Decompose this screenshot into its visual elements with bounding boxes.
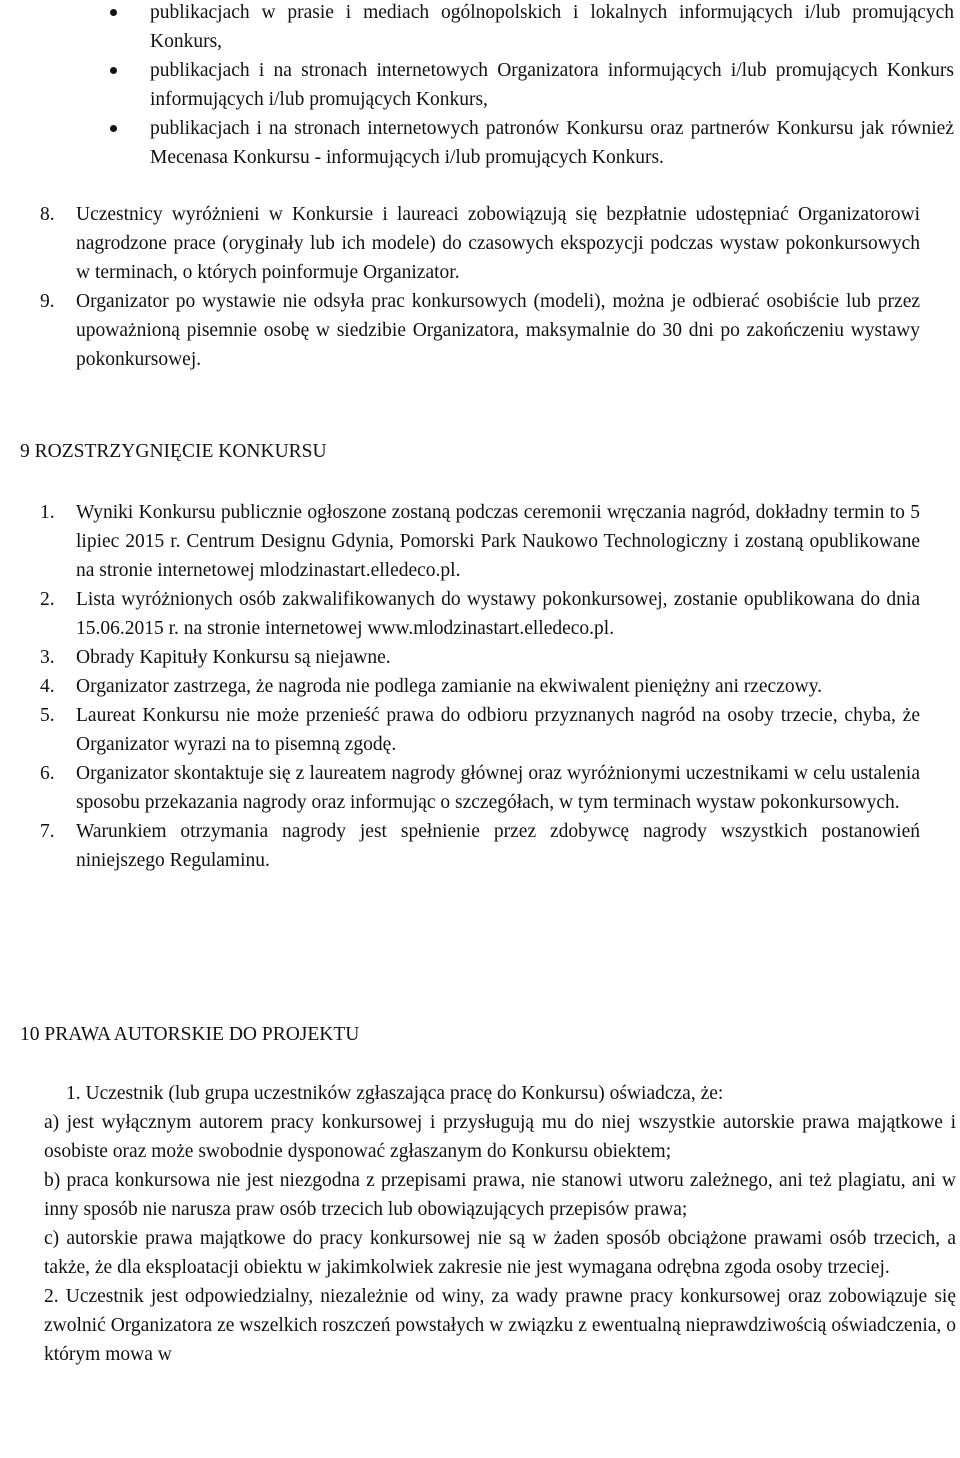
- paragraph: b) praca konkursowa nie jest niezgodna z przepisami prawa, nie stanowi utworu zależnego, ani też plagiatu, ani w inny sposób nie narusza praw osób trzecich lub obowiązujących przepisów prawa;: [44, 1170, 956, 1220]
- item-text: Obrady Kapituły Konkursu są niejawne.: [76, 647, 391, 668]
- numbered-item: [40, 701, 920, 759]
- numbered-item: [40, 672, 920, 701]
- bullet-item: publikacjach i na stronach internetowych patronów Konkursu oraz partnerów Konkursu jak również Mecenasa Konkursu - informujących i/lub promujących Konkurs.: [150, 114, 954, 172]
- item-number: 9.: [40, 291, 55, 312]
- item-text: Organizator zastrzega, że nagroda nie podlega zamianie na ekwiwalent pieniężny ani rzeczowy.: [76, 676, 823, 697]
- item-number: 5.: [40, 705, 55, 726]
- item-text: Organizator skontaktuje się z laureatem nagrody głównej oraz wyróżnionymi uczestnikami w celu ustalenia sposobu przekazania nagrody oraz informując o szczegółach, w tym terminach wystaw pokonkursowych.: [76, 763, 920, 813]
- item-number: 4.: [40, 676, 55, 697]
- item-text: Organizator po wystawie nie odsyła prac konkursowych (modeli), można je odbierać osobiście lub przez upoważnioną pisemnie osobę w siedzibie Organizatora, maksymalnie do 30 dni po zakończeniu wystawy pokonkursowej.: [76, 291, 920, 370]
- numbered-item: [40, 287, 920, 374]
- item-text: Laureat Konkursu nie może przenieść prawa do odbioru przyznanych nagród na osoby trzecie, chyba, że Organizator wyrazi na to pisemną zgodę.: [76, 705, 920, 755]
- numbered-item: [40, 759, 920, 817]
- item-number: 1.: [40, 502, 55, 523]
- section9-list: [40, 498, 920, 875]
- item-text: Uczestnicy wyróżnieni w Konkursie i laureaci zobowiązują się bezpłatnie udostępniać Organizatorowi nagrodzone prace (oryginały lub ich modele) do czasowych ekspozycji podczas wystaw pokonkursowych w terminach, o których poinformuje Organizator.: [76, 204, 920, 283]
- numbered-item: [40, 498, 920, 585]
- item-text: Lista wyróżnionych osób zakwalifikowanych do wystawy pokonkursowej, zostanie opublikowana do dnia 15.06.2015 r. na stronie internetowej www.mlodzinastart.elledeco.pl.: [76, 589, 920, 639]
- numbered-item: [40, 585, 920, 643]
- numbered-item: [40, 817, 920, 875]
- numbered-item: [40, 643, 920, 672]
- bullet-item: publikacjach i na stronach internetowych Organizatora informujących i/lub promujących Konkurs informujących i/lub promujących Konkurs,: [150, 56, 954, 114]
- bullet-item: publikacjach w prasie i mediach ogólnopolskich i lokalnych informujących i/lub promujących Konkurs,: [150, 0, 954, 56]
- item-number: 8.: [40, 204, 55, 225]
- paragraph: c) autorskie prawa majątkowe do pracy konkursowej nie są w żaden sposób obciążone prawami osób trzecich, a także, że dla eksploatacji obiektu w jakimkolwiek zakresie nie jest wymagana odrębna zgoda osoby trzeciej.: [44, 1228, 956, 1278]
- section8-list: [40, 200, 920, 374]
- numbered-item: [40, 200, 920, 287]
- item-number: 2.: [40, 589, 55, 610]
- section-heading-9: 9 ROZSTRZYGNIĘCIE KONKURSU: [20, 441, 327, 462]
- section10-body: [44, 1079, 956, 1369]
- item-text: Warunkiem otrzymania nagrody jest spełnienie przez zdobywcę nagrody wszystkich postanowień niniejszego Regulaminu.: [76, 821, 920, 871]
- section-heading-10: 10 PRAWA AUTORSKIE DO PROJEKTU: [20, 1024, 360, 1045]
- item-text: Wyniki Konkursu publicznie ogłoszone zostaną podczas ceremonii wręczania nagród, dokładny termin to 5 lipiec 2015 r. Centrum Designu Gdynia, Pomorski Park Naukowo Technologiczny i zostaną opublikowane na stronie internetowej mlodzinastart.elledeco.pl.: [76, 502, 920, 581]
- item-number: 3.: [40, 647, 55, 668]
- item-number: 7.: [40, 821, 55, 842]
- item-number: 6.: [40, 763, 55, 784]
- paragraph: 1. Uczestnik (lub grupa uczestników zgłaszająca pracę do Konkursu) oświadcza, że:: [66, 1083, 724, 1104]
- paragraph: a) jest wyłącznym autorem pracy konkursowej i przysługują mu do niej wszystkie autorskie prawa majątkowe i osobiste oraz może swobodnie dysponować zgłaszanym do Konkursu obiektem;: [44, 1112, 956, 1162]
- bullet-list: [150, 0, 954, 172]
- paragraph: 2. Uczestnik jest odpowiedzialny, niezależnie od winy, za wady prawne pracy konkursowej oraz zobowiązuje się zwolnić Organizatora ze wszelkich roszczeń powstałych w związku z ewentualną nieprawdziwością oświadczenia, o którym mowa w: [44, 1286, 956, 1365]
